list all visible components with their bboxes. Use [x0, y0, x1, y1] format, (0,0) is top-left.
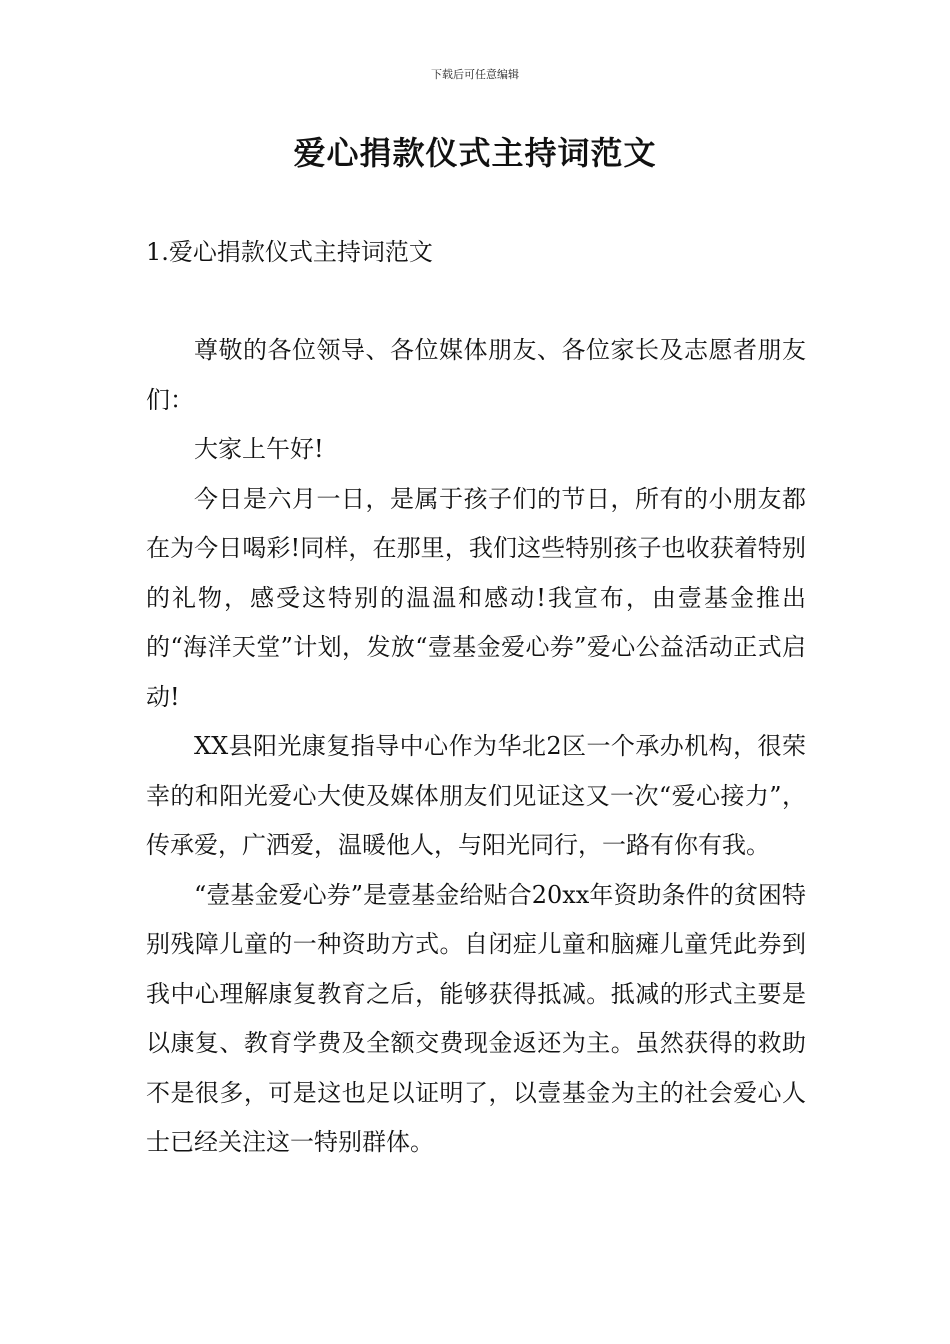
- header-note: 下载后可任意编辑: [431, 68, 519, 81]
- document-title: 爱心捐款仪式主持词范文: [293, 134, 657, 172]
- paragraph-center-intro: XX县阳光康复指导中心作为华北2区一个承办机构，很荣幸的和阳光爱心大使及媒体朋友们见证这又一次“爱心接力”，传承爱，广洒爱，温暖他人，与阳光同行，一路有你有我。: [146, 732, 806, 859]
- paragraph-voucher-description: “壹基金爱心券”是壹基金给贴合20xx年资助条件的贫困特别残障儿童的一种资助方式。自闭症儿童和脑瘫儿童凭此券到我中心理解康复教育之后，能够获得抵减。抵减的形式主要是以康复、教育学费及全额交费现金返还为主。虽然获得的救助不是很多，可是这也足以证明了，以壹基金为主的社会爱心人士已经关注这一特别群体。: [146, 880, 806, 1156]
- paragraph-announcement: 今日是六月一日，是属于孩子们的节日，所有的小朋友都在为今日喝彩!同样，在那里，我们这些特别孩子也收获着特别的礼物，感受这特别的温温和感动!我宣布，由壹基金推出的“海洋天堂”计划，发放“壹基金爱心券”爱心公益活动正式启动!: [146, 484, 806, 711]
- paragraph-salutation: 尊敬的各位领导、各位媒体朋友、各位家长及志愿者朋友们：: [146, 336, 806, 414]
- paragraph-greeting: 大家上午好!: [194, 435, 324, 463]
- body-text: [146, 326, 806, 1168]
- section-heading: 1.爱心捐款仪式主持词范文: [146, 238, 433, 266]
